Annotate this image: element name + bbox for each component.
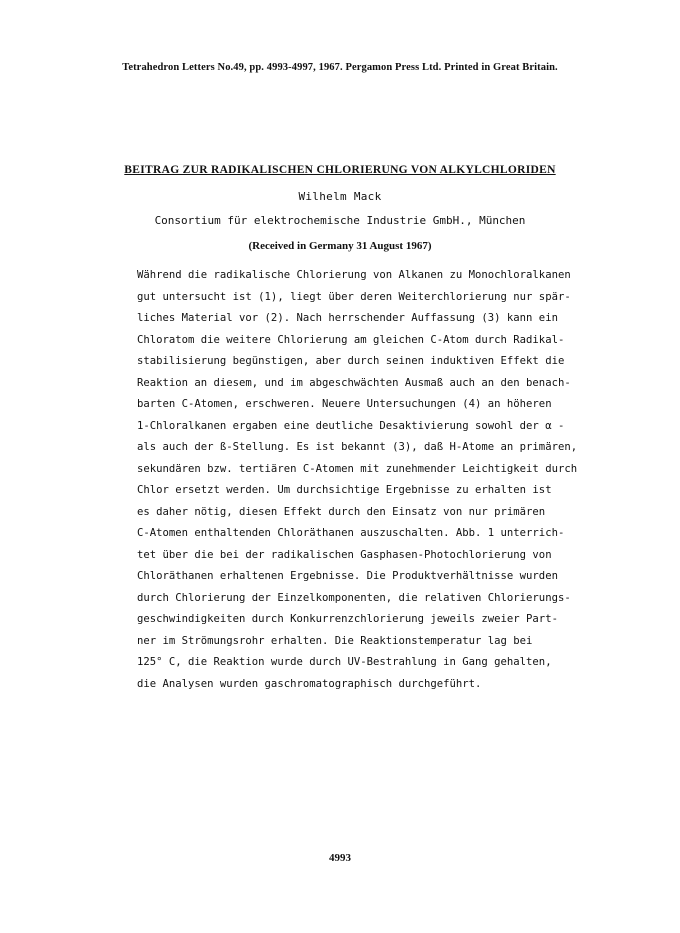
- body-line: 125° C, die Reaktion wurde durch UV-Bestrahlung in Gang gehalten,: [137, 656, 552, 668]
- body-line: ner im Strömungsrohr erhalten. Die Reaktionstemperatur lag bei: [137, 634, 533, 647]
- body-line: stabilisierung begünstigen, aber durch seinen induktiven Effekt die: [137, 355, 565, 367]
- author-name: Wilhelm Mack: [298, 190, 382, 203]
- body-line: Während die radikalische Chlorierung von Alkanen zu Monochloralkanen: [137, 269, 571, 281]
- body-line: Reaktion an diesem, und im abgeschwächten Ausmaß auch an den benach-: [137, 376, 571, 389]
- body-line: die Analysen wurden gaschromatographisch durchgeführt.: [137, 677, 482, 690]
- body-line: als auch der ß-Stellung. Es ist bekannt (3), daß H-Atome an primären,: [137, 441, 578, 453]
- body-paragraph: [137, 265, 597, 695]
- body-line: Chloratom die weitere Chlorierung am gleichen C-Atom durch Radikal-: [137, 333, 565, 346]
- body-line: Chloräthanen erhaltenen Ergebnisse. Die Produktverhältnisse wurden: [137, 570, 558, 582]
- body-line: es daher nötig, diesen Effekt durch den Einsatz von nur primären: [137, 505, 546, 518]
- body-line: C-Atomen enthaltenden Chloräthanen auszuschalten. Abb. 1 unterrich-: [137, 527, 565, 539]
- body-line: liches Material vor (2). Nach herrschender Auffassung (3) kann ein: [137, 312, 558, 324]
- body-line: sekundären bzw. tertiären C-Atomen mit zunehmender Leichtigkeit durch: [137, 462, 578, 475]
- body-line: barten C-Atomen, erschweren. Neuere Untersuchungen (4) an höheren: [137, 398, 552, 410]
- body-line: geschwindigkeiten durch Konkurrenzchlorierung jeweils zweier Part-: [137, 613, 558, 625]
- body-line: 1-Chloralkanen ergaben eine deutliche Desaktivierung sowohl der α -: [137, 419, 565, 432]
- body-line: Chlor ersetzt werden. Um durchsichtige Ergebnisse zu erhalten ist: [137, 484, 552, 496]
- article-title: BEITRAG ZUR RADIKALISCHEN CHLORIERUNG VON ALKYLCHLORIDEN: [124, 164, 556, 176]
- body-line: tet über die bei der radikalischen Gasphasen-Photochlorierung von: [137, 548, 552, 561]
- received-date: (Received in Germany 31 August 1967): [248, 240, 432, 252]
- body-line: gut untersucht ist (1), liegt über deren Weiterchlorierung nur spär-: [137, 290, 571, 303]
- body-line: durch Chlorierung der Einzelkomponenten, die relativen Chlorierungs-: [137, 591, 571, 604]
- running-head: Tetrahedron Letters No.49, pp. 4993-4997, 1967. Pergamon Press Ltd. Printed in Great Britain.: [122, 62, 558, 73]
- author-affiliation: Consortium für elektrochemische Industrie GmbH., München: [154, 214, 526, 227]
- page-number: 4993: [329, 852, 351, 864]
